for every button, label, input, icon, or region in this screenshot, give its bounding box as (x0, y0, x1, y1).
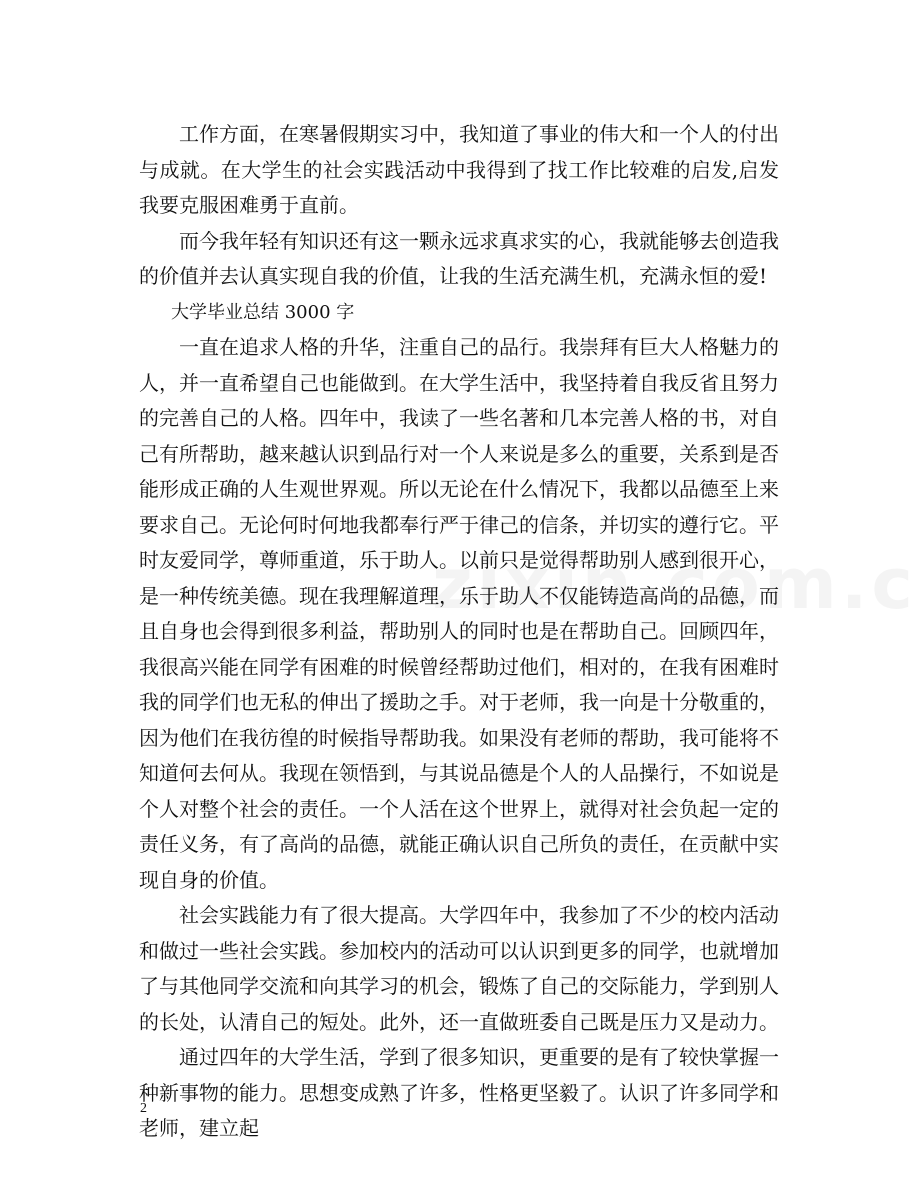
page-number: 2 (140, 1101, 147, 1116)
paragraph-work: 工作方面，在寒暑假期实习中，我知道了事业的伟大和一个人的付出与成就。在大学生的社会实践活动中我得到了找工作比较难的启发,启发我要克服困难勇于直前。 (139, 122, 779, 217)
section-title: 大学毕业总结 3000 字 (171, 301, 355, 323)
paragraph-university-life: 通过四年的大学生活，学到了很多知识，更重要的是有了较快掌握一种新事物的能力。思想变成熟了许多，性格更坚毅了。认识了许多同学和老师，建立起 (139, 1045, 779, 1140)
paragraph-values: 而今我年轻有知识还有这一颗永远求真求实的心，我就能够去创造我的价值并去认真实现自我的价值，让我的生活充满生机，充满永恒的爱! (139, 228, 779, 288)
paragraph-social-practice: 社会实践能力有了很大提高。大学四年中，我参加了不少的校内活动和做过一些社会实践。参加校内的活动可以认识到更多的同学，也就增加了与其他同学交流和向其学习的机会，锻炼了自己的交际能力，学到别人的长处，认清自己的短处。此外，还一直做班委自己既是压力又是动力。 (139, 903, 779, 1034)
document-body (139, 117, 779, 1147)
paragraph-character: 一直在追求人格的升华，注重自己的品行。我崇拜有巨大人格魅力的人，并一直希望自己也能做到。在大学生活中，我坚持着自我反省且努力的完善自己的人格。四年中，我读了一些名著和几本完善人格的书，对自己有所帮助，越来越认识到品行对一个人来说是多么的重要，关系到是否能形成正确的人生观世界观。所以无论在什么情况下，我都以品德至上来要求自己。无论何时何地我都奉行严于律己的信条，并切实的遵行它。平时友爱同学，尊师重道，乐于助人。以前只是觉得帮助别人感到很开心，是一种传统美德。现在我理解道理，乐于助人不仅能铸造高尚的品德，而且自身也会得到很多利益，帮助别人的同时也是在帮助自己。回顾四年，我很高兴能在同学有困难的时候曾经帮助过他们，相对的，在我有困难时我的同学们也无私的伸出了援助之手。对于老师，我一向是十分敬重的，因为他们在我彷徨的时候指导帮助我。如果没有老师的帮助，我可能将不知道何去何从。我现在领悟到，与其说品德是个人的人品操行，不如说是个人对整个社会的责任。一个人活在这个世界上，就得对社会负起一定的责任义务，有了高尚的品德，就能正确认识自己所负的责任，在贡献中实现自身的价值。 (139, 335, 779, 892)
